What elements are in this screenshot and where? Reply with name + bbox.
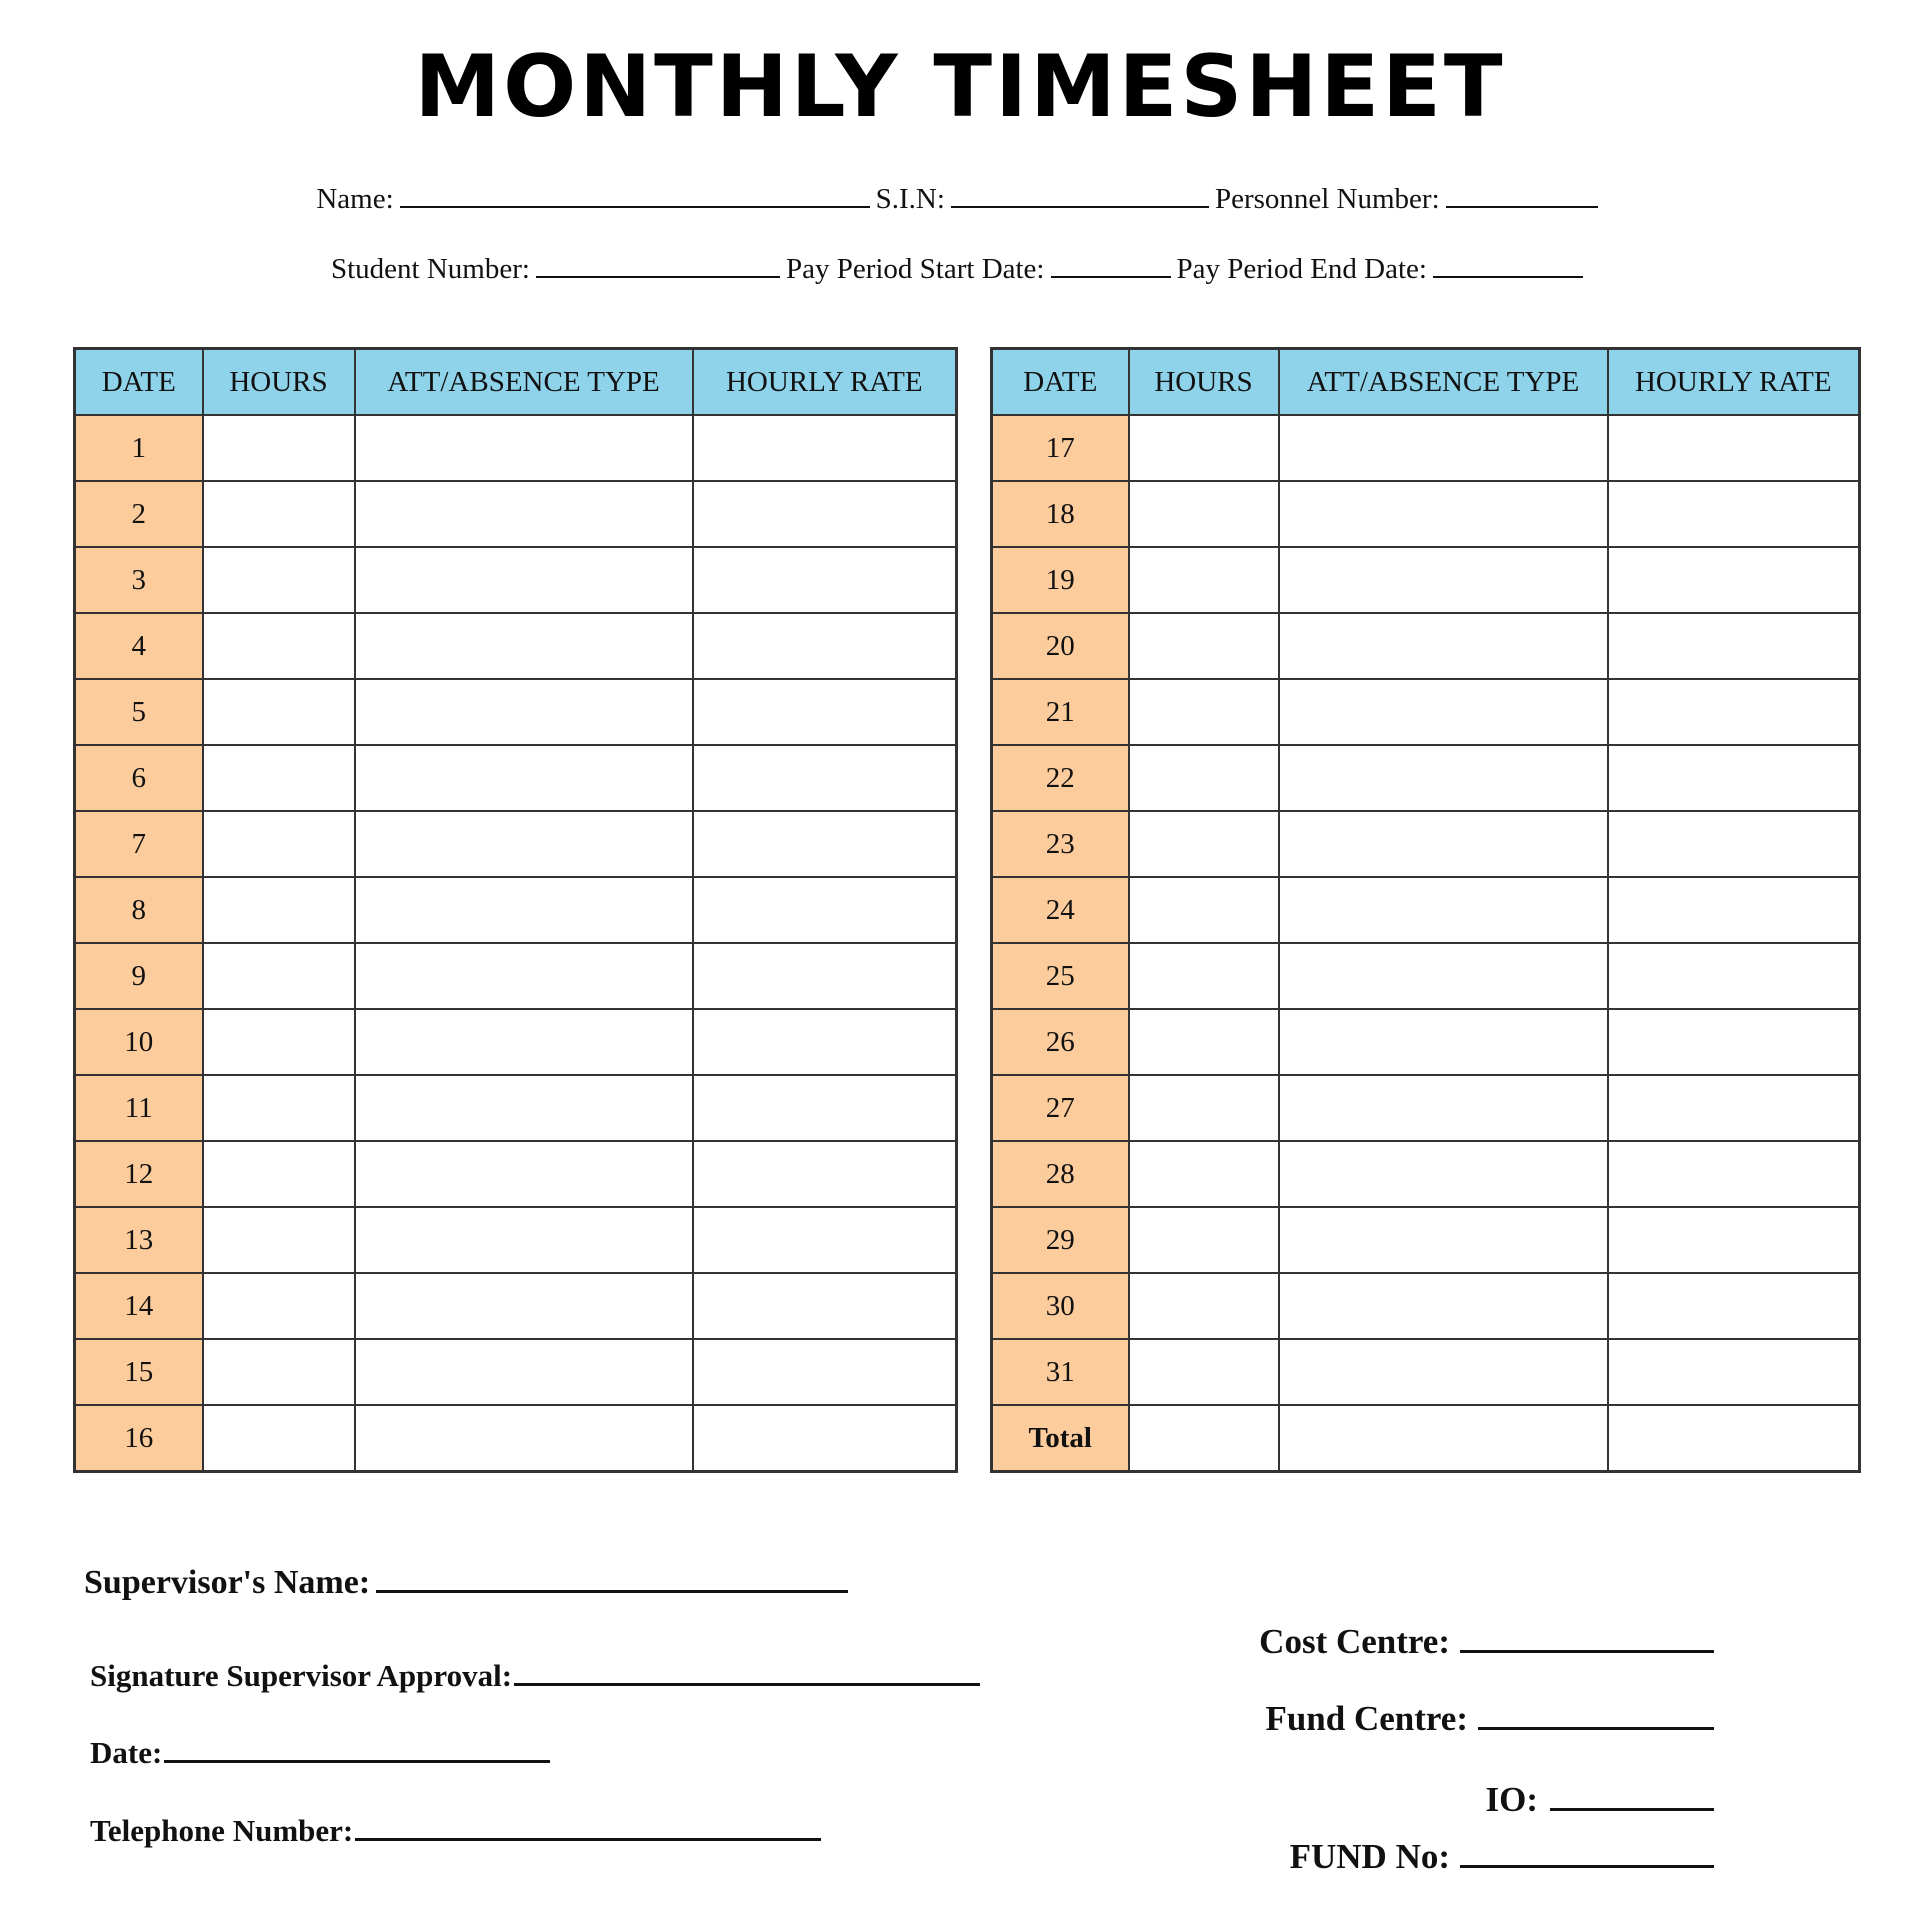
type-cell[interactable]	[1279, 1141, 1608, 1207]
header-row-2	[0, 248, 1920, 284]
date-cell: 6	[75, 745, 203, 811]
rate-cell[interactable]	[693, 613, 957, 679]
date-row	[90, 1730, 550, 1768]
io-row	[1486, 1778, 1715, 1817]
date-cell: 28	[992, 1141, 1129, 1207]
name-field[interactable]	[400, 178, 870, 208]
date-cell: 15	[75, 1339, 203, 1405]
total-label: Total	[992, 1405, 1129, 1472]
rate-cell[interactable]	[1608, 1009, 1860, 1075]
rate-cell[interactable]	[1608, 1141, 1860, 1207]
hours-cell[interactable]	[203, 943, 355, 1009]
date-cell: 20	[992, 613, 1129, 679]
type-cell[interactable]	[355, 679, 693, 745]
table-row	[992, 943, 1860, 1009]
table-row	[992, 415, 1860, 481]
rate-cell[interactable]	[693, 1207, 957, 1273]
rate-cell[interactable]	[1608, 1273, 1860, 1339]
date-cell: 25	[992, 943, 1129, 1009]
type-cell[interactable]	[355, 1405, 693, 1472]
fund-centre-label: Fund Centre:	[1265, 1699, 1468, 1738]
hours-cell[interactable]	[1129, 415, 1279, 481]
table-row	[75, 811, 957, 877]
type-cell[interactable]	[1279, 679, 1608, 745]
table-row	[992, 1075, 1860, 1141]
io-field[interactable]	[1550, 1778, 1714, 1811]
hours-cell[interactable]	[203, 1405, 355, 1472]
rate-cell[interactable]	[1608, 679, 1860, 745]
rate-cell[interactable]	[1608, 415, 1860, 481]
type-cell[interactable]	[1279, 613, 1608, 679]
hours-cell[interactable]	[1129, 877, 1279, 943]
cost-centre-label: Cost Centre:	[1259, 1622, 1450, 1661]
hours-cell[interactable]	[203, 877, 355, 943]
date-cell: 11	[75, 1075, 203, 1141]
hours-cell[interactable]	[1129, 1339, 1279, 1405]
rate-cell[interactable]	[1608, 811, 1860, 877]
table-row	[992, 613, 1860, 679]
hours-cell[interactable]	[1129, 547, 1279, 613]
date-cell: 4	[75, 613, 203, 679]
fund-centre-row	[1265, 1697, 1714, 1736]
date-cell: 23	[992, 811, 1129, 877]
type-cell[interactable]	[1279, 1009, 1608, 1075]
type-cell[interactable]	[355, 1207, 693, 1273]
hours-cell[interactable]	[203, 811, 355, 877]
rate-cell[interactable]	[693, 1339, 957, 1405]
personnel-label: Personnel Number:	[1214, 183, 1440, 215]
table-header-row	[992, 349, 1860, 416]
rate-cell[interactable]	[693, 679, 957, 745]
date-cell: 24	[992, 877, 1129, 943]
table-row	[992, 1339, 1860, 1405]
hours-cell[interactable]	[203, 1273, 355, 1339]
type-cell[interactable]	[1279, 415, 1608, 481]
rate-cell[interactable]	[693, 877, 957, 943]
hours-cell[interactable]	[203, 1141, 355, 1207]
hours-cell[interactable]	[203, 613, 355, 679]
type-cell[interactable]	[1279, 547, 1608, 613]
rate-cell[interactable]	[1608, 613, 1860, 679]
date-cell: 29	[992, 1207, 1129, 1273]
type-cell[interactable]	[1279, 481, 1608, 547]
date-cell: 1	[75, 415, 203, 481]
date-cell: 27	[992, 1075, 1129, 1141]
rate-cell[interactable]	[1608, 1075, 1860, 1141]
rate-cell[interactable]	[693, 1405, 957, 1472]
date-cell: 8	[75, 877, 203, 943]
hours-cell[interactable]	[203, 745, 355, 811]
sin-field[interactable]	[951, 178, 1209, 208]
rate-cell[interactable]	[693, 811, 957, 877]
rate-cell[interactable]	[693, 547, 957, 613]
rate-cell[interactable]	[693, 1273, 957, 1339]
table-row	[992, 1009, 1860, 1075]
rate-cell[interactable]	[1608, 547, 1860, 613]
column-header-type: ATT/ABSENCE TYPE	[355, 349, 693, 416]
telephone-label: Telephone Number:	[90, 1813, 354, 1848]
column-header-rate: HOURLY RATE	[1608, 349, 1860, 416]
type-cell[interactable]	[355, 1009, 693, 1075]
signature-field[interactable]	[514, 1653, 980, 1686]
total-rate-cell[interactable]	[1608, 1405, 1860, 1472]
type-cell[interactable]	[1279, 811, 1608, 877]
column-header-hours: HOURS	[1129, 349, 1279, 416]
date-cell: 26	[992, 1009, 1129, 1075]
type-cell[interactable]	[1279, 943, 1608, 1009]
rate-cell[interactable]	[1608, 1207, 1860, 1273]
type-cell[interactable]	[355, 745, 693, 811]
rate-cell[interactable]	[693, 481, 957, 547]
type-cell[interactable]	[1279, 1075, 1608, 1141]
column-header-date: DATE	[75, 349, 203, 416]
date-cell: 31	[992, 1339, 1129, 1405]
type-cell[interactable]	[355, 415, 693, 481]
table-row	[992, 745, 1860, 811]
sin-label: S.I.N:	[875, 183, 945, 215]
cost-centre-row	[1259, 1620, 1714, 1659]
date-cell: 9	[75, 943, 203, 1009]
hours-cell[interactable]	[203, 1009, 355, 1075]
type-cell[interactable]	[355, 943, 693, 1009]
date-cell: 5	[75, 679, 203, 745]
date-cell: 12	[75, 1141, 203, 1207]
total-type-cell[interactable]	[1279, 1405, 1608, 1472]
table-header-row	[75, 349, 957, 416]
date-cell: 30	[992, 1273, 1129, 1339]
start-date-label: Pay Period Start Date:	[785, 253, 1045, 285]
hours-cell[interactable]	[203, 415, 355, 481]
rate-cell[interactable]	[693, 415, 957, 481]
date-cell: 10	[75, 1009, 203, 1075]
rate-cell[interactable]	[1608, 481, 1860, 547]
start-date-field[interactable]	[1051, 248, 1171, 278]
date-cell: 3	[75, 547, 203, 613]
table-row	[75, 1405, 957, 1472]
column-header-rate: HOURLY RATE	[693, 349, 957, 416]
name-label: Name:	[316, 183, 394, 215]
rate-cell[interactable]	[1608, 745, 1860, 811]
hours-cell[interactable]	[1129, 1141, 1279, 1207]
date-cell: 16	[75, 1405, 203, 1472]
hours-cell[interactable]	[1129, 481, 1279, 547]
supervisor-name-row	[84, 1560, 848, 1600]
type-cell[interactable]	[355, 613, 693, 679]
column-header-type: ATT/ABSENCE TYPE	[1279, 349, 1608, 416]
type-cell[interactable]	[1279, 1207, 1608, 1273]
hours-cell[interactable]	[203, 547, 355, 613]
fund-no-row	[1290, 1835, 1714, 1874]
rate-cell[interactable]	[693, 1009, 957, 1075]
rate-cell[interactable]	[693, 745, 957, 811]
table-row	[75, 613, 957, 679]
table-row	[992, 811, 1860, 877]
end-date-field[interactable]	[1433, 248, 1583, 278]
hours-cell[interactable]	[203, 679, 355, 745]
student-label: Student Number:	[331, 253, 530, 285]
hours-cell[interactable]	[203, 1207, 355, 1273]
date-cell: 7	[75, 811, 203, 877]
table-row	[992, 679, 1860, 745]
date-cell: 18	[992, 481, 1129, 547]
signature-row	[90, 1653, 980, 1691]
type-cell[interactable]	[1279, 1339, 1608, 1405]
page-title: MONTHLY TIMESHEET	[414, 37, 1506, 137]
type-cell[interactable]	[1279, 745, 1608, 811]
header-row-1	[0, 178, 1920, 214]
hours-cell[interactable]	[1129, 1075, 1279, 1141]
type-cell[interactable]	[355, 1075, 693, 1141]
table-row	[75, 1075, 957, 1141]
date-cell: 13	[75, 1207, 203, 1273]
table-row	[75, 943, 957, 1009]
hours-cell[interactable]	[1129, 679, 1279, 745]
rate-cell[interactable]	[1608, 943, 1860, 1009]
hours-cell[interactable]	[1129, 811, 1279, 877]
table-row	[75, 877, 957, 943]
date-cell: 17	[992, 415, 1129, 481]
supervisor-name-field[interactable]	[376, 1560, 848, 1593]
total-row	[992, 1405, 1860, 1472]
table-row	[992, 877, 1860, 943]
hours-cell[interactable]	[203, 481, 355, 547]
column-header-hours: HOURS	[203, 349, 355, 416]
table-row	[75, 1273, 957, 1339]
date-cell: 2	[75, 481, 203, 547]
telephone-field[interactable]	[355, 1808, 821, 1841]
hours-cell[interactable]	[203, 1339, 355, 1405]
table-row	[75, 547, 957, 613]
personnel-field[interactable]	[1446, 178, 1598, 208]
table-row	[75, 1207, 957, 1273]
end-date-label: Pay Period End Date:	[1176, 253, 1427, 285]
type-cell[interactable]	[355, 1339, 693, 1405]
table-row	[75, 679, 957, 745]
timesheet-table-left	[73, 347, 958, 1473]
rate-cell[interactable]	[693, 943, 957, 1009]
fund-no-label: FUND No:	[1289, 1837, 1450, 1876]
cost-centre-field[interactable]	[1460, 1620, 1714, 1653]
supervisor-name-label: Supervisor's Name:	[84, 1564, 371, 1601]
date-cell: 22	[992, 745, 1129, 811]
table-row	[75, 481, 957, 547]
table-row	[992, 481, 1860, 547]
type-cell[interactable]	[355, 481, 693, 547]
table-row	[75, 745, 957, 811]
type-cell[interactable]	[355, 877, 693, 943]
fund-no-field[interactable]	[1460, 1835, 1714, 1868]
fund-centre-field[interactable]	[1478, 1697, 1714, 1730]
table-row	[75, 1009, 957, 1075]
type-cell[interactable]	[355, 1141, 693, 1207]
table-row	[992, 1273, 1860, 1339]
date-cell: 14	[75, 1273, 203, 1339]
table-row	[75, 1141, 957, 1207]
timesheet-table-right	[990, 347, 1861, 1473]
table-row	[992, 1141, 1860, 1207]
date-field[interactable]	[164, 1730, 550, 1763]
date-label: Date:	[90, 1735, 163, 1770]
io-label: IO:	[1485, 1780, 1538, 1819]
date-cell: 21	[992, 679, 1129, 745]
date-cell: 19	[992, 547, 1129, 613]
hours-cell[interactable]	[1129, 745, 1279, 811]
rate-cell[interactable]	[693, 1075, 957, 1141]
telephone-row	[90, 1808, 821, 1846]
hours-cell[interactable]	[1129, 1009, 1279, 1075]
type-cell[interactable]	[355, 547, 693, 613]
type-cell[interactable]	[355, 811, 693, 877]
hours-cell[interactable]	[1129, 1207, 1279, 1273]
signature-label: Signature Supervisor Approval:	[90, 1658, 513, 1693]
hours-cell[interactable]	[1129, 943, 1279, 1009]
table-row	[75, 415, 957, 481]
total-hours-cell[interactable]	[1129, 1405, 1279, 1472]
student-field[interactable]	[536, 248, 780, 278]
rate-cell[interactable]	[693, 1141, 957, 1207]
rate-cell[interactable]	[1608, 877, 1860, 943]
type-cell[interactable]	[1279, 1273, 1608, 1339]
column-header-date: DATE	[992, 349, 1129, 416]
type-cell[interactable]	[355, 1273, 693, 1339]
table-row	[992, 1207, 1860, 1273]
table-row	[992, 547, 1860, 613]
rate-cell[interactable]	[1608, 1339, 1860, 1405]
type-cell[interactable]	[1279, 877, 1608, 943]
hours-cell[interactable]	[1129, 613, 1279, 679]
hours-cell[interactable]	[203, 1075, 355, 1141]
hours-cell[interactable]	[1129, 1273, 1279, 1339]
table-row	[75, 1339, 957, 1405]
